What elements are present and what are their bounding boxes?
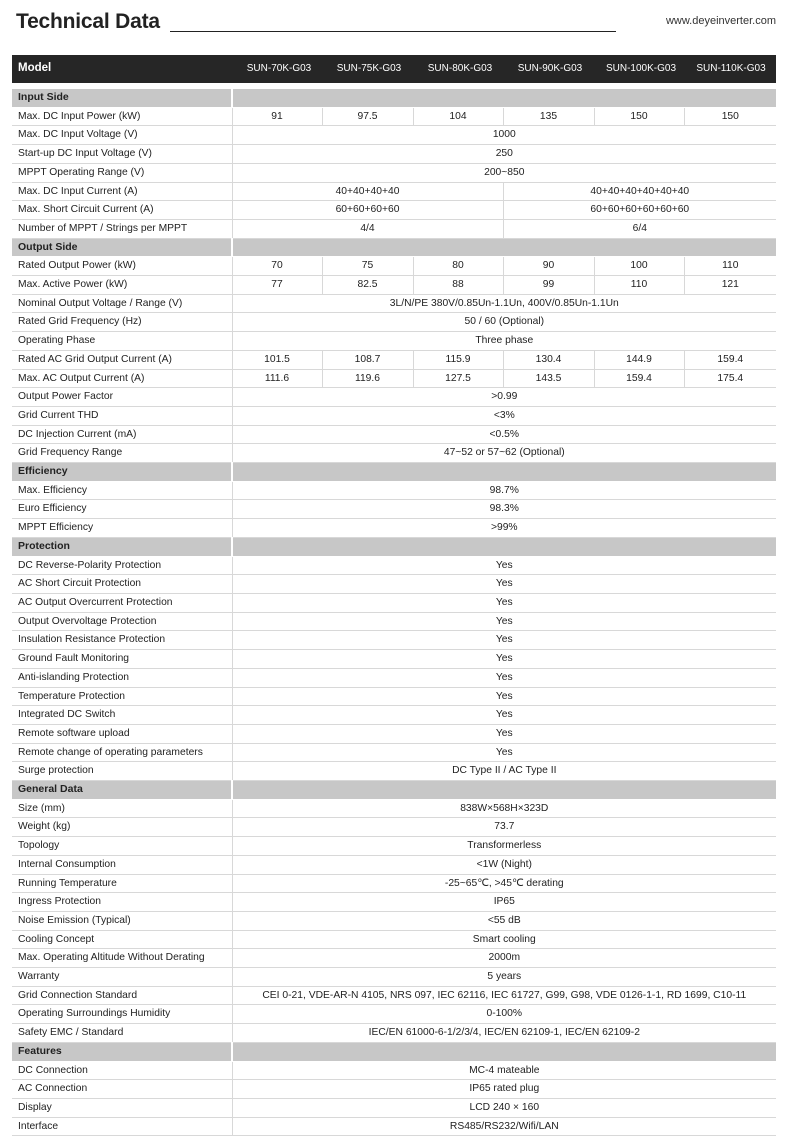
spec-value: 150 — [594, 107, 684, 126]
spec-row — [12, 1117, 776, 1136]
title-rule — [170, 31, 616, 32]
spec-value: 121 — [684, 276, 776, 295]
spec-value: Yes — [232, 593, 776, 612]
spec-row — [12, 481, 776, 500]
spec-row — [12, 444, 776, 463]
spec-row — [12, 126, 776, 145]
spec-label: Max. DC Input Power (kW) — [12, 107, 232, 126]
section-fill — [232, 463, 776, 482]
spec-value: RS485/RS232/Wifi/LAN — [232, 1117, 776, 1136]
spec-label: Display — [12, 1098, 232, 1117]
spec-value: IP65 rated plug — [232, 1080, 776, 1099]
spec-value: 99 — [503, 276, 594, 295]
spec-value: 60+60+60+60 — [232, 201, 503, 220]
spec-value: 98.3% — [232, 500, 776, 519]
spec-value: 0-100% — [232, 1005, 776, 1024]
spec-value: 4/4 — [232, 219, 503, 238]
spec-label: Anti-islanding Protection — [12, 668, 232, 687]
spec-label: Surge protection — [12, 762, 232, 781]
spec-label: MPPT Operating Range (V) — [12, 163, 232, 182]
spec-value: 40+40+40+40 — [232, 182, 503, 201]
spec-value: 144.9 — [594, 350, 684, 369]
section-header — [12, 1042, 776, 1061]
spec-label: Max. Operating Altitude Without Derating — [12, 949, 232, 968]
spec-row — [12, 911, 776, 930]
spec-label: Rated AC Grid Output Current (A) — [12, 350, 232, 369]
spec-row — [12, 145, 776, 164]
spec-row — [12, 743, 776, 762]
spec-row — [12, 276, 776, 295]
spec-row — [12, 799, 776, 818]
spec-value: 50 / 60 (Optional) — [232, 313, 776, 332]
spec-label: Topology — [12, 837, 232, 856]
model-name: SUN-80K-G03 — [427, 63, 493, 74]
spec-value: 127.5 — [413, 369, 503, 388]
spec-label: Integrated DC Switch — [12, 706, 232, 725]
spec-row — [12, 350, 776, 369]
spec-row — [12, 724, 776, 743]
spec-row — [12, 575, 776, 594]
spec-label: DC Reverse-Polarity Protection — [12, 556, 232, 575]
spec-label: Size (mm) — [12, 799, 232, 818]
section-header — [12, 781, 776, 800]
spec-label: Grid Frequency Range — [12, 444, 232, 463]
spec-label: Noise Emission (Typical) — [12, 911, 232, 930]
spec-value: Yes — [232, 724, 776, 743]
spec-value: <3% — [232, 406, 776, 425]
spec-row — [12, 893, 776, 912]
spec-row — [12, 818, 776, 837]
section-fill — [232, 781, 776, 800]
spec-row — [12, 388, 776, 407]
model-name: SUN-75K-G03 — [336, 63, 402, 74]
spec-value: 200~850 — [232, 163, 776, 182]
spec-label: Warranty — [12, 968, 232, 987]
spec-row — [12, 201, 776, 220]
spec-label: Operating Surroundings Humidity — [12, 1005, 232, 1024]
spec-value: Yes — [232, 650, 776, 669]
spec-value: 75 — [322, 257, 413, 276]
spec-value: 82.5 — [322, 276, 413, 295]
spec-value: 5 years — [232, 968, 776, 987]
section-header — [12, 463, 776, 482]
spec-value: Smart cooling — [232, 930, 776, 949]
spec-label: Max. AC Output Current (A) — [12, 369, 232, 388]
section-fill — [232, 238, 776, 257]
spec-label: Start-up DC Input Voltage (V) — [12, 145, 232, 164]
spec-row — [12, 874, 776, 893]
spec-row — [12, 612, 776, 631]
spec-value: 47~52 or 57~62 (Optional) — [232, 444, 776, 463]
spec-row — [12, 668, 776, 687]
spec-value: 111.6 — [232, 369, 322, 388]
spec-value: 130.4 — [503, 350, 594, 369]
spec-value: 1000 — [232, 126, 776, 145]
spec-value: Yes — [232, 612, 776, 631]
spec-row — [12, 425, 776, 444]
spec-row — [12, 257, 776, 276]
spec-label: AC Output Overcurrent Protection — [12, 593, 232, 612]
model-name: SUN-100K-G03 — [605, 63, 677, 74]
spec-label: Nominal Output Voltage / Range (V) — [12, 294, 232, 313]
spec-value: 60+60+60+60+60+60 — [503, 201, 776, 220]
spec-value: CEI 0-21, VDE-AR-N 4105, NRS 097, IEC 62116, IEC 61727, G99, G98, VDE 0126-1-1, RD 1699, C10-11 — [232, 986, 776, 1005]
spec-value: MC-4 mateable — [232, 1061, 776, 1080]
spec-label: Output Power Factor — [12, 388, 232, 407]
spec-row — [12, 631, 776, 650]
spec-row — [12, 930, 776, 949]
spec-row — [12, 1080, 776, 1099]
spec-row — [12, 219, 776, 238]
spec-value: Yes — [232, 575, 776, 594]
spec-label: Safety EMC / Standard — [12, 1024, 232, 1043]
spec-value: 110 — [594, 276, 684, 295]
spec-label: DC Injection Current (mA) — [12, 425, 232, 444]
spec-value: 6/4 — [503, 219, 776, 238]
section-title: Efficiency — [12, 463, 232, 482]
spec-row — [12, 313, 776, 332]
spec-label: Number of MPPT / Strings per MPPT — [12, 219, 232, 238]
spec-value: 100 — [594, 257, 684, 276]
spec-value: Three phase — [232, 332, 776, 351]
spec-value: 115.9 — [413, 350, 503, 369]
spec-value: IEC/EN 61000-6-1/2/3/4, IEC/EN 62109-1, IEC/EN 62109-2 — [232, 1024, 776, 1043]
spec-label: Ingress Protection — [12, 893, 232, 912]
section-title: Input Side — [12, 89, 232, 107]
spec-value: 77 — [232, 276, 322, 295]
spec-label: Grid Connection Standard — [12, 986, 232, 1005]
spec-row — [12, 650, 776, 669]
section-fill — [232, 89, 776, 107]
spec-label: Output Overvoltage Protection — [12, 612, 232, 631]
spec-row — [12, 406, 776, 425]
section-fill — [232, 537, 776, 556]
spec-value: >0.99 — [232, 388, 776, 407]
spec-label: Internal Consumption — [12, 855, 232, 874]
spec-value: 88 — [413, 276, 503, 295]
section-header — [12, 537, 776, 556]
model-name: SUN-90K-G03 — [517, 63, 583, 74]
section-fill — [232, 1042, 776, 1061]
page-header — [16, 8, 776, 42]
section-title: Protection — [12, 537, 232, 556]
spec-label: Grid Current THD — [12, 406, 232, 425]
spec-value: <0.5% — [232, 425, 776, 444]
spec-value: 159.4 — [594, 369, 684, 388]
spec-value: 104 — [413, 107, 503, 126]
spec-label: Temperature Protection — [12, 687, 232, 706]
spec-row — [12, 182, 776, 201]
spec-row — [12, 855, 776, 874]
spec-label: Max. DC Input Voltage (V) — [12, 126, 232, 145]
model-name: SUN-70K-G03 — [246, 63, 312, 74]
section-header — [12, 89, 776, 107]
spec-value: Yes — [232, 706, 776, 725]
spec-row — [12, 1061, 776, 1080]
section-title: Features — [12, 1042, 232, 1061]
spec-value: 91 — [232, 107, 322, 126]
spec-value: 143.5 — [503, 369, 594, 388]
spec-value: 80 — [413, 257, 503, 276]
spec-row — [12, 1098, 776, 1117]
spec-row — [12, 1005, 776, 1024]
spec-value: 838W×568H×323D — [232, 799, 776, 818]
spec-value: Yes — [232, 631, 776, 650]
spec-row — [12, 687, 776, 706]
spec-value: 135 — [503, 107, 594, 126]
spec-label: DC Connection — [12, 1061, 232, 1080]
spec-label: Remote software upload — [12, 724, 232, 743]
model-header-bar — [12, 55, 776, 83]
spec-label: Remote change of operating parameters — [12, 743, 232, 762]
spec-label: Insulation Resistance Protection — [12, 631, 232, 650]
spec-value: 3L/N/PE 380V/0.85Un-1.1Un, 400V/0.85Un-1.1Un — [232, 294, 776, 313]
spec-value: 73.7 — [232, 818, 776, 837]
spec-value: 159.4 — [684, 350, 776, 369]
page-title: Technical Data — [16, 10, 160, 33]
spec-row — [12, 1024, 776, 1043]
spec-value: Yes — [232, 668, 776, 687]
spec-value: 108.7 — [322, 350, 413, 369]
spec-row — [12, 986, 776, 1005]
spec-label: Cooling Concept — [12, 930, 232, 949]
spec-row — [12, 163, 776, 182]
model-name: SUN-110K-G03 — [696, 63, 766, 74]
spec-label: Rated Grid Frequency (Hz) — [12, 313, 232, 332]
spec-label: AC Short Circuit Protection — [12, 575, 232, 594]
section-title: General Data — [12, 781, 232, 800]
spec-value: 97.5 — [322, 107, 413, 126]
spec-value: 119.6 — [322, 369, 413, 388]
spec-value: 150 — [684, 107, 776, 126]
spec-value: <1W (Night) — [232, 855, 776, 874]
spec-value: 2000m — [232, 949, 776, 968]
spec-value: -25~65℃, >45℃ derating — [232, 874, 776, 893]
spec-value: 90 — [503, 257, 594, 276]
spec-label: Weight (kg) — [12, 818, 232, 837]
spec-label: AC Connection — [12, 1080, 232, 1099]
spec-label: Max. Active Power (kW) — [12, 276, 232, 295]
spec-label: Max. DC Input Current (A) — [12, 182, 232, 201]
spec-value: DC Type II / AC Type II — [232, 762, 776, 781]
spec-value: 101.5 — [232, 350, 322, 369]
section-header — [12, 238, 776, 257]
spec-value: 175.4 — [684, 369, 776, 388]
spec-table — [12, 89, 776, 1136]
spec-value: IP65 — [232, 893, 776, 912]
spec-label: Rated Output Power (kW) — [12, 257, 232, 276]
spec-row — [12, 519, 776, 538]
spec-row — [12, 369, 776, 388]
spec-row — [12, 968, 776, 987]
spec-value: Yes — [232, 556, 776, 575]
spec-row — [12, 500, 776, 519]
spec-label: Ground Fault Monitoring — [12, 650, 232, 669]
spec-row — [12, 593, 776, 612]
model-label: Model — [18, 62, 52, 74]
spec-value: 250 — [232, 145, 776, 164]
spec-value: 70 — [232, 257, 322, 276]
spec-label: Max. Short Circuit Current (A) — [12, 201, 232, 220]
spec-label: Running Temperature — [12, 874, 232, 893]
spec-value: 40+40+40+40+40+40 — [503, 182, 776, 201]
spec-label: MPPT Efficiency — [12, 519, 232, 538]
spec-value: Yes — [232, 687, 776, 706]
spec-row — [12, 294, 776, 313]
spec-value: LCD 240 × 160 — [232, 1098, 776, 1117]
spec-label: Max. Efficiency — [12, 481, 232, 500]
spec-row — [12, 706, 776, 725]
spec-label: Operating Phase — [12, 332, 232, 351]
spec-row — [12, 949, 776, 968]
spec-label: Interface — [12, 1117, 232, 1136]
spec-row — [12, 332, 776, 351]
spec-row — [12, 837, 776, 856]
section-title: Output Side — [12, 238, 232, 257]
spec-label: Euro Efficiency — [12, 500, 232, 519]
spec-row — [12, 107, 776, 126]
spec-value: Yes — [232, 743, 776, 762]
spec-value: <55 dB — [232, 911, 776, 930]
spec-value: 110 — [684, 257, 776, 276]
spec-value: 98.7% — [232, 481, 776, 500]
website-url: www.deyeinverter.com — [665, 15, 776, 27]
spec-row — [12, 762, 776, 781]
spec-value: >99% — [232, 519, 776, 538]
spec-row — [12, 556, 776, 575]
spec-value: Transformerless — [232, 837, 776, 856]
